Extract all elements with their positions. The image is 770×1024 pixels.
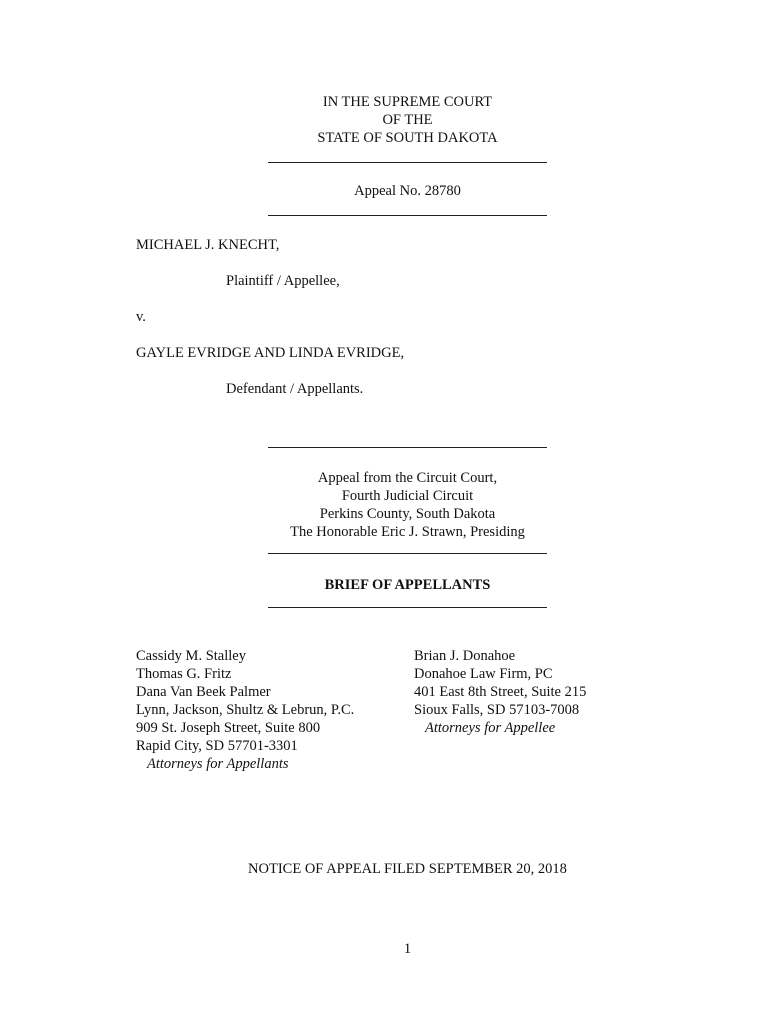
counsel-line: 909 St. Joseph Street, Suite 800 (136, 720, 321, 736)
counsel-line: Thomas G. Fritz (136, 666, 232, 682)
divider-rule (268, 162, 547, 163)
appellants-counsel-role: Attorneys for Appellants (147, 756, 289, 772)
defendant-role: Defendant / Appellants. (226, 381, 364, 397)
lower-court-line-1: Appeal from the Circuit Court, (317, 470, 498, 486)
notice-of-appeal: NOTICE OF APPEAL FILED SEPTEMBER 20, 2018 (248, 861, 567, 877)
page-number: 1 (403, 941, 412, 957)
divider-rule (268, 553, 547, 554)
court-line-1: IN THE SUPREME COURT (322, 94, 493, 110)
counsel-line: Cassidy M. Stalley (136, 648, 246, 664)
plaintiff-name: MICHAEL J. KNECHT, (136, 237, 280, 253)
counsel-line: Sioux Falls, SD 57103-7008 (414, 702, 580, 718)
court-line-2: OF THE (382, 112, 433, 128)
divider-rule (268, 447, 547, 448)
versus: v. (136, 309, 146, 325)
court-line-3: STATE OF SOUTH DAKOTA (317, 130, 498, 146)
appellee-counsel-role: Attorneys for Appellee (425, 720, 556, 736)
appellants-counsel-block (136, 647, 354, 773)
appeal-number: Appeal No. 28780 (354, 183, 461, 199)
plaintiff-role: Plaintiff / Appellee, (226, 273, 340, 289)
defendant-name: GAYLE EVRIDGE AND LINDA EVRIDGE, (136, 345, 405, 361)
counsel-line: Rapid City, SD 57701-3301 (136, 738, 298, 754)
divider-rule (268, 215, 547, 216)
counsel-line: Donahoe Law Firm, PC (414, 666, 553, 682)
appellee-counsel-block (414, 647, 586, 737)
lower-court-line-4: The Honorable Eric J. Strawn, Presiding (290, 524, 525, 540)
counsel-line: 401 East 8th Street, Suite 215 (414, 684, 587, 700)
divider-rule (268, 607, 547, 608)
brief-title: BRIEF OF APPELLANTS (324, 577, 491, 593)
lower-court-info (268, 469, 547, 541)
counsel-line: Dana Van Beek Palmer (136, 684, 271, 700)
counsel-line: Lynn, Jackson, Shultz & Lebrun, P.C. (136, 702, 355, 718)
counsel-line: Brian J. Donahoe (414, 648, 516, 664)
court-heading (268, 93, 547, 147)
lower-court-line-3: Perkins County, South Dakota (319, 506, 496, 522)
lower-court-line-2: Fourth Judicial Circuit (341, 488, 474, 504)
